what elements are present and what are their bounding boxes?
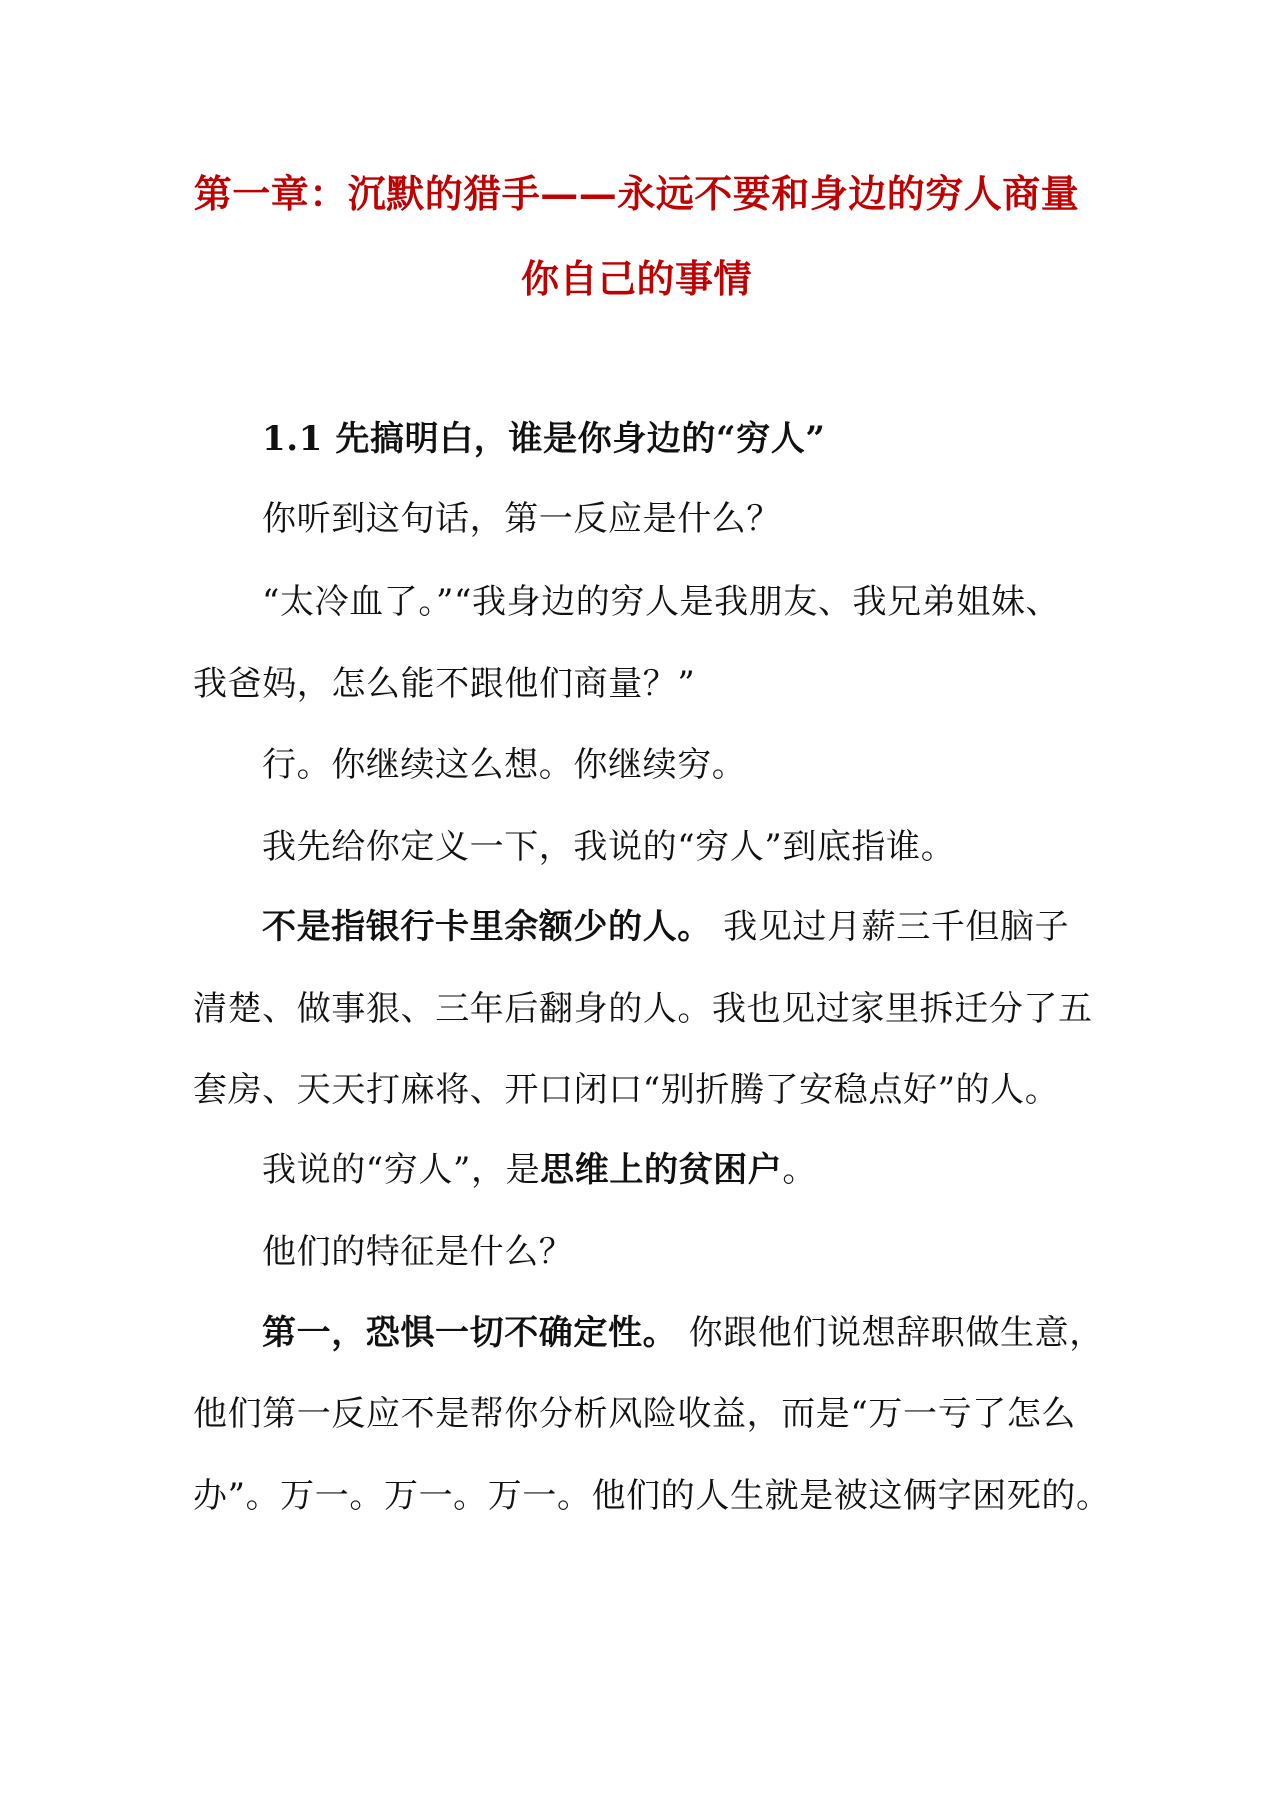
- paragraph-4: 我先给你定义一下，我说的“穷人”到底指谁。: [262, 827, 956, 867]
- paragraph-5-line-1: [262, 907, 1070, 947]
- section-heading: 1.1 先搞明白，谁是你身边的“穷人”: [262, 419, 826, 459]
- chapter-title-line-2: 你自己的事情: [520, 256, 752, 301]
- paragraph-2-line-2: 我爸妈，怎么能不跟他们商量？”: [193, 664, 696, 704]
- paragraph-5-rest: 我见过月薪三千但脑子: [711, 907, 1070, 947]
- paragraph-5-line-2: 清楚、做事狠、三年后翻身的人。我也见过家里拆迁分了五: [193, 989, 1093, 1029]
- paragraph-8-bold-lead: 第一，恐惧一切不确定性。: [262, 1313, 678, 1353]
- paragraph-1: 你听到这句话，第一反应是什么？: [262, 499, 781, 539]
- paragraph-5-line-3: 套房、天天打麻将、开口闭口“别折腾了安稳点好”的人。: [193, 1070, 1060, 1110]
- paragraph-5-bold-lead: 不是指银行卡里余额少的人。: [262, 907, 712, 947]
- paragraph-8-rest: 你跟他们说想辞职做生意，: [677, 1313, 1104, 1353]
- paragraph-6-pre: 我说的“穷人”，是: [262, 1150, 541, 1190]
- paragraph-2-line-1: “太冷血了。”“我身边的穷人是我朋友、我兄弟姐妹、: [262, 582, 1061, 622]
- paragraph-7: 他们的特征是什么？: [262, 1232, 574, 1272]
- paragraph-8-line-2: 他们第一反应不是帮你分析风险收益，而是“万一亏了怎么: [193, 1394, 1076, 1434]
- paragraph-6: [262, 1150, 817, 1190]
- paragraph-3: 行。你继续这么想。你继续穷。: [262, 745, 747, 785]
- paragraph-6-post: 。: [782, 1150, 817, 1190]
- paragraph-8-line-1: [262, 1313, 1104, 1353]
- paragraph-8-line-3: 办”。万一。万一。万一。他们的人生就是被这俩字困死的。: [193, 1476, 1111, 1516]
- chapter-title-line-1: 第一章：沉默的猎手——永远不要和身边的穷人商量: [193, 171, 1080, 216]
- paragraph-6-bold: 思维上的贫困户: [540, 1150, 783, 1190]
